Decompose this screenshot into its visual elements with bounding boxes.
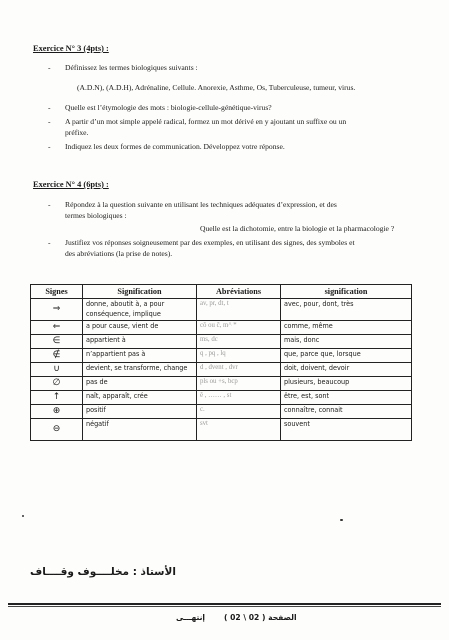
col-header-signs: Signes xyxy=(31,285,83,299)
sign-caused-by-icon: ⇐ xyxy=(31,321,83,335)
ex3-item-3: - A partir d’un mot simple appelé radical, formez un mot dérivé en y ajoutant un suffixe ou un préfixe. xyxy=(48,117,347,137)
sign-meaning: n’appartient pas à xyxy=(83,349,197,363)
ex4-question: Quelle est la dichotomie, entre la biologie et la pharmacologie ? xyxy=(200,224,395,233)
bullet-dash: - xyxy=(48,103,51,112)
sign-not-element-of-icon: ∉ xyxy=(31,349,83,363)
col-header-meaning2: signification xyxy=(281,285,412,299)
abbreviation-meaning: avec, pour, dont, très xyxy=(281,299,412,321)
col-header-abbreviations: Abréviations xyxy=(197,285,281,299)
abbreviation: cô ou č, m^ * xyxy=(197,321,281,335)
table-row xyxy=(31,419,412,441)
bullet-dash: - xyxy=(48,142,51,151)
sign-meaning: positif xyxy=(83,405,197,419)
sign-meaning: négatif xyxy=(83,419,197,441)
bullet-dash: - xyxy=(48,238,51,247)
abbreviation-meaning: doit, doivent, devoir xyxy=(281,363,412,377)
abbreviation-meaning: que, parce que, lorsque xyxy=(281,349,412,363)
abbreviation: pls ou +s, bcp xyxy=(197,377,281,391)
table-header-row xyxy=(31,285,412,299)
page-number: الصفحة ( 02 \ 02 ) xyxy=(224,613,297,622)
abbreviation: ms, dc xyxy=(197,335,281,349)
ex4-item-1: - Répondez à la question suivante en utilisant les techniques adéquates d’expression, et des termes biologiques : xyxy=(48,200,337,220)
sign-element-of-icon: ∈ xyxy=(31,335,83,349)
abbreviation-meaning: connaître, connait xyxy=(281,405,412,419)
abbreviation: q , pq , lq xyxy=(197,349,281,363)
sign-union-icon: ∪ xyxy=(31,363,83,377)
table-row xyxy=(31,377,412,391)
table-row xyxy=(31,321,412,335)
ex3-item-1: - Définissez les termes biologiques suivants : xyxy=(48,63,198,72)
sign-up-arrow-icon: ↑ xyxy=(31,391,83,405)
abbreviation-meaning: être, est, sont xyxy=(281,391,412,405)
abbreviation: d , dvent , dvr xyxy=(197,363,281,377)
signs-table xyxy=(30,284,412,441)
sign-meaning: naît, apparaît, crée xyxy=(83,391,197,405)
footer-rule-thin xyxy=(8,606,441,607)
table-row xyxy=(31,299,412,321)
ex3-item-2: - Quelle est l’étymologie des mots : biologie-cellule-génétique-virus? xyxy=(48,103,272,112)
sign-minus-circle-icon: ⊖ xyxy=(31,419,83,441)
ex4-item-2: - Justifiez vos réponses soigneusement par des exemples, en utilisant des signes, des symboles et des abréviations (la prise de notes). xyxy=(48,238,355,258)
abbreviation: ê , …… , st xyxy=(197,391,281,405)
sign-meaning: pas de xyxy=(83,377,197,391)
bullet-dash: - xyxy=(48,63,51,72)
sign-implies-icon: ⇒ xyxy=(31,299,83,321)
col-header-meaning: Signification xyxy=(83,285,197,299)
abbreviation-meaning: comme, même xyxy=(281,321,412,335)
table-row xyxy=(31,349,412,363)
exercise3-title: Exercice N° 3 (4pts) : xyxy=(33,44,109,53)
abbreviation: svt xyxy=(197,419,281,441)
teacher-signature: الأستاذ : مخلــــوف وقــــاف xyxy=(30,566,176,578)
sign-meaning: appartient à xyxy=(83,335,197,349)
exercise4-title: Exercice N° 4 (6pts) : xyxy=(33,180,109,189)
footer-rule-thick xyxy=(8,603,441,605)
table-row xyxy=(31,363,412,377)
bullet-dash: - xyxy=(48,117,51,126)
scan-speck xyxy=(22,515,24,517)
sign-empty-set-icon: ∅ xyxy=(31,377,83,391)
abbreviation-meaning: plusieurs, beaucoup xyxy=(281,377,412,391)
scan-speck xyxy=(340,519,343,521)
table-row xyxy=(31,335,412,349)
table-row xyxy=(31,405,412,419)
bullet-dash: - xyxy=(48,200,51,209)
abbreviation-meaning: mais, donc xyxy=(281,335,412,349)
end-label: إنتهـــى xyxy=(176,613,206,622)
table-row xyxy=(31,391,412,405)
ex3-item-4: - Indiquez les deux formes de communication. Développez votre réponse. xyxy=(48,142,285,151)
sign-meaning: a pour cause, vient de xyxy=(83,321,197,335)
sign-meaning: donne, aboutit à, a pour conséquence, implique xyxy=(83,299,197,321)
ex3-terms: (A.D.N), (A.D.H), Adrénaline, Cellule. Anorexie, Asthme, Os, Tuberculeuse, tumeur, virus. xyxy=(77,83,356,92)
sign-meaning: devient, se transforme, change xyxy=(83,363,197,377)
abbreviation-meaning: souvent xyxy=(281,419,412,441)
abbreviation: av, pr, dt, t xyxy=(197,299,281,321)
abbreviation: c. xyxy=(197,405,281,419)
sign-plus-circle-icon: ⊕ xyxy=(31,405,83,419)
